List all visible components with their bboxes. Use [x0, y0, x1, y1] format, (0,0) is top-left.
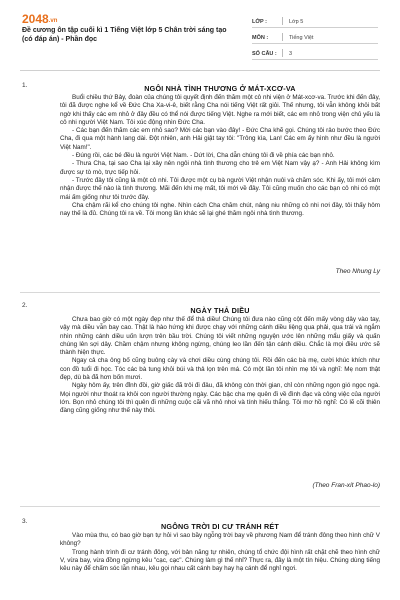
passage-number: 3.	[22, 518, 28, 525]
passage-body	[60, 316, 380, 416]
paragraph: Cha chậm rãi kể cho chúng tôi nghe. Nhìn cách Cha chăm chút, nâng niu những cô nhi nơi đây, tôi thấy hôm nay thế là đủ. Chúng tôi ra về. Tôi mong lần khác sẽ lại ghé thăm ngôi nhà tình thương.	[60, 201, 380, 218]
meta-row-question-count: SỐ CÂU : 3	[252, 46, 378, 60]
section-divider	[20, 506, 380, 507]
passage-2	[20, 302, 380, 502]
paragraph: Vào mùa thu, có bao giờ bạn tự hỏi vì sao bầy ngỗng trời bay về phương Nam để tránh đông theo hình chữ V không?	[60, 532, 380, 548]
passage-1	[20, 82, 380, 282]
passage-body	[60, 532, 380, 573]
passage-author: Theo Nhung Ly	[335, 268, 380, 275]
passage-number: 1.	[22, 82, 28, 89]
header-divider	[20, 70, 380, 71]
paragraph: - Các bạn đến thăm các em nhỏ sao? Mời các bạn vào đây! - Đức Cha khẽ gọi. Chúng tôi rảo bước theo Đức Cha, đi qua một hành lang dài. Đột nhiên, anh Hải giật tay tôi: "Trông kìa, Lan! Các em ấy hình như đều là người Việt Nam!".	[60, 127, 380, 151]
paragraph: Ngày hôm ấy, trên đỉnh đồi, giờ giấc đã trôi đi đâu, đã không còn thời gian, chỉ còn những ngọn gió ngọc ngà. Mọi người như thoát ra khỏi con người thường ngày. Các bậc cha mẹ quên đi về đình đạc và công việc của người lớn. Bọn nhỏ chúng tôi thì quên đi những cuộc cãi vã nhỏ nhoi và tính hiếu thắng. Tôi mơ hồ nghĩ: Có lẽ cõi thiên đàng cũng giống như thế này thôi.	[60, 382, 380, 415]
document-meta	[252, 14, 378, 62]
passage-title: NGÔI NHÀ TÌNH THƯƠNG Ở MÁT-XCƠ-VA	[144, 84, 296, 93]
document-title: Đề cương ôn tập cuối kì 1 Tiếng Việt lớp 5 Chân trời sáng tạo (có đáp án) - Phần đọc	[22, 27, 227, 43]
paragraph: Buổi chiều thứ Bảy, đoàn của chúng tôi quyết định đến thăm một cô nhi viện ở Mát-xcơ-va. Trước khi đến đây, tôi đã được nghe kể về Đức Cha Xa-vi-ê, biết rằng Cha nói tiếng Việt rất giỏi. Thế nhưng, tôi vẫn không khỏi bất ngờ khi thấy các em nhỏ ở đây đều có thể nói được tiếng Việt. Nghe ra mới biết, các em nhỏ trong viện chủ yếu là cô nhi người Việt Nam. Tôi xúc động nhìn Đức Cha.	[60, 94, 380, 126]
page-header	[0, 0, 400, 62]
passage-title: NGÀY THẢ DIỀU	[190, 306, 250, 315]
paragraph: Chưa bao giờ có một ngày đẹp như thế để thả diều! Chúng tôi đưa nào cũng cột đến mấy vòng dây vào tay, vậy mà diều vẫn bay cao. Thật là hào hứng khi được chạy với những cánh diều liệng qua phải, qua trái và ngắm nhìn những cánh diều uốn lượn trên bầu trời. Chúng tôi viết những nguyện ước lên những mẩu giấy và quấn chúng lên sợi dây. Chầm chậm nhưng không ngừng, chúng leo lần đến tận cánh diều. Chắc là mọi điều ước sẽ thành hiện thực.	[60, 316, 380, 357]
paragraph: Ngay cả cha ông bố cũng buông cày và chơi diều cùng chúng tôi. Rồi đến các bà mẹ, cười khúc khích như con đồ tuổi đi học. Tóc các bà tung khỏi búi và thả lọn trên má. Có một lần tôi nhìn mẹ tôi và nghĩ: Mẹ nom thật đẹp, dù bà đã hơn bốn mươi.	[60, 357, 380, 382]
passage-3	[20, 518, 380, 600]
section-divider	[20, 292, 380, 293]
paragraph: - Trước đây tôi cũng là một cô nhi. Tôi được một cụ bà người Việt nhận nuôi và chăm sóc. Khi ấy, tôi mới cảm nhận được thế nào là tình thương. Mãi đến khi mẹ mất, tôi mới về đây. Tôi cũng muốn cho các bạn cô nhi có một mái ấm giống như tôi trước đây.	[60, 176, 380, 201]
paragraph: - Đúng rồi, các bé đều là người Việt Nam. - Dứt lời, Cha dẫn chúng tôi đi về phía các bạn nhỏ.	[72, 152, 335, 160]
passage-number: 2.	[22, 302, 28, 309]
passage-author: (Theo Fran-xít Phao-lo)	[312, 482, 380, 489]
site-logo[interactable]: 2048.vn	[22, 12, 58, 26]
paragraph: Trong hành trình đi cư tránh đông, với bản năng tự nhiên, chúng tổ chức đội hình rất chặt chẽ theo hình chữ V, vừa bay, vừa đồng ngừng kêu "cạc, cạc". Chúng làm gì thế nhỉ? Thực ra, đây là một tín hiệu. Chúng dùng tiếng kêu này để chấm sóc lẫn nhau, kêu gọi nhau cất cánh bay hay hạ cánh để nghỉ ngơi.	[60, 548, 380, 573]
passage-body	[60, 94, 380, 218]
meta-row-subject: MÔN : Tiếng Việt	[252, 30, 378, 44]
meta-row-class: LỚP : Lớp 5	[252, 14, 378, 28]
passage-title: NGÔNG TRỜI DI CƯ TRÁNH RÉT	[161, 522, 279, 531]
paragraph: - Thưa Cha, tại sao Cha lại xây nên ngôi nhà tình thương cho trẻ em Việt Nam vậy ạ? - Anh Hải không kìm được sự tò mò, trực tiếp hỏi.	[60, 160, 380, 176]
